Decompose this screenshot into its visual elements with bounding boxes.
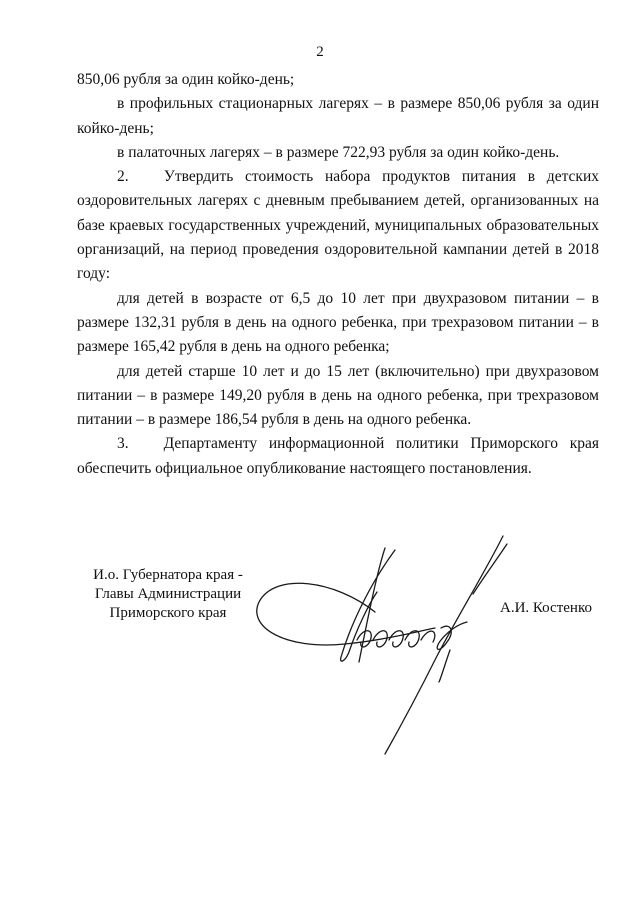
paragraph-item-2: 2. Утвердить стоимость набора продуктов питания в детских оздоровительных лагерях с дневным пребыванием детей, организованных на базе краевых государственных учреждений, муниципальных образовательных организаций, на период проведения оздоровительной кампании детей в 2018 году: bbox=[77, 168, 599, 283]
paragraph-children-6-10: для детей в возрасте от 6,5 до 10 лет при двухразовом питании – в размере 132,31 рубля в день на одного ребенка, при трехразовом питании – в размере 165,42 рубля в день на одного ребенка; bbox=[77, 289, 599, 356]
paragraph-children-10-15: для детей старше 10 лет и до 15 лет (включительно) при двухразовом питании – в размере 149,20 рубля в день на одного ребенка, при трехразовом питании – в размере 186,54 рубля в день на одного ребенка. bbox=[77, 362, 599, 429]
paragraph-continuation: 850,06 рубля за один койко-день; bbox=[77, 71, 295, 88]
signatory-title-line: Приморского края bbox=[109, 605, 227, 621]
signatory-title bbox=[78, 566, 258, 623]
paragraph-item-3: 3. Департаменту информационной политики Приморского края обеспечить официальное опубликование настоящего постановления. bbox=[77, 435, 599, 477]
signatory-title-line: И.о. Губернатора края - bbox=[93, 567, 243, 583]
paragraph-profile-camps: в профильных стационарных лагерях – в размере 850,06 рубля за один койко-день; bbox=[77, 95, 599, 137]
paragraph-tent-camps: в палаточных лагерях – в размере 722,93 рубля за один койко-день. bbox=[117, 143, 560, 161]
document-body bbox=[77, 68, 599, 481]
signatory-name: А.И. Костенко bbox=[500, 600, 592, 616]
handwritten-signature bbox=[245, 532, 535, 762]
page-number: 2 bbox=[316, 44, 324, 60]
signature-block bbox=[0, 562, 640, 762]
signatory-title-line: Главы Администрации bbox=[94, 586, 242, 602]
